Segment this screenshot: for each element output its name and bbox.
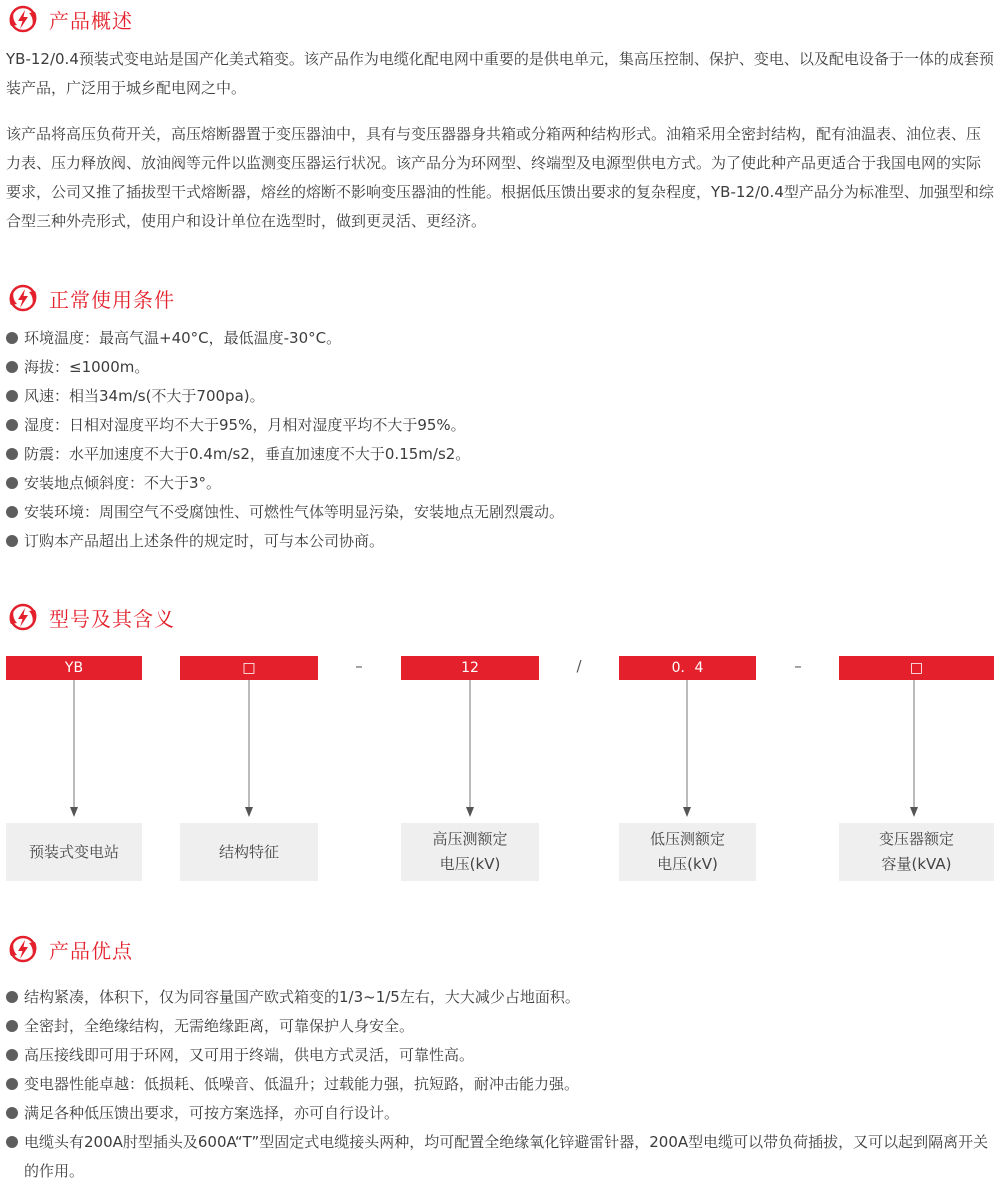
bullet-dot-icon	[6, 1049, 18, 1061]
advantages-list	[6, 983, 996, 1186]
model-code-box: 0．4	[619, 656, 756, 680]
overview-paragraph-2: 该产品将高压负荷开关，高压熔断器置于变压器油中，具有与变压器器身共箱或分箱两种结构形式。油箱采用全密封结构，配有油温表、油位表、压力表、压力释放阀、放油阀等元件以监测变压器运行状况。该产品分为环网型、终端型及电源型供电方式。为了使此种产品更适合于我国电网的实际要求，公司又推了插拔型干式熔断器，熔丝的熔断不影响变压器油的性能。根据低压馈出要求的复杂程度，YB-12/0.4型产品分为标准型、加强型和综合型三种外壳形式，使用户和设计单位在选型时，做到更灵活、更经济。	[6, 125, 994, 230]
list-item: 变电器性能卓越：低损耗、低噪音、低温升；过载能力强，抗短路，耐冲击能力强。	[6, 1070, 996, 1099]
list-item: 海拔：≤1000m。	[6, 353, 996, 382]
bullet-dot-icon	[6, 448, 18, 460]
bullet-dot-icon	[6, 1107, 18, 1119]
model-meaning-box: 预装式变电站	[6, 823, 142, 881]
list-item: 安装环境：周围空气不受腐蚀性、可燃性气体等明显污染，安装地点无剧烈震动。	[6, 498, 996, 527]
model-meaning-box: 低压测额定 电压(kV)	[619, 823, 756, 881]
arrow-down-icon	[682, 680, 692, 818]
model-code-box: 12	[401, 656, 539, 680]
section-conditions-header	[6, 281, 175, 315]
list-item: 订购本产品超出上述条件的规定时，可与本公司协商。	[6, 527, 996, 556]
bullet-dot-icon	[6, 1020, 18, 1032]
bullet-dot-icon	[6, 506, 18, 518]
model-code-box: □	[839, 656, 994, 680]
model-separator: –	[355, 657, 363, 675]
section-advantages-header	[6, 932, 133, 966]
arrow-down-icon	[69, 680, 79, 818]
list-item: 安装地点倾斜度：不大于3°。	[6, 469, 996, 498]
bullet-dot-icon	[6, 1078, 18, 1090]
model-meaning-box: 结构特征	[180, 823, 318, 881]
conditions-list	[6, 324, 996, 556]
model-code-box: □	[180, 656, 318, 680]
bullet-dot-icon	[6, 332, 18, 344]
list-item: 全密封，全绝缘结构，无需绝缘距离，可靠保护人身安全。	[6, 1012, 996, 1041]
leaf-lightning-icon	[6, 281, 40, 315]
arrow-down-icon	[909, 680, 919, 818]
section-title: 产品概述	[49, 8, 133, 33]
section-model-header	[6, 600, 175, 634]
bullet-dot-icon	[6, 477, 18, 489]
leaf-lightning-icon	[6, 932, 40, 966]
section-title: 型号及其含义	[49, 606, 175, 631]
list-item: 结构紧凑，体积下，仅为同容量国产欧式箱变的1/3~1/5左右，大大减少占地面积。	[6, 983, 996, 1012]
model-separator: –	[794, 657, 802, 675]
list-item: 风速：相当34m/s(不大于700pa)。	[6, 382, 996, 411]
bullet-dot-icon	[6, 361, 18, 373]
arrow-down-icon	[244, 680, 254, 818]
model-code-box: YB	[6, 656, 142, 680]
model-meaning-box: 变压器额定 容量(kVA)	[839, 823, 994, 881]
list-item: 湿度：日相对湿度平均不大于95%，月相对湿度平均不大于95%。	[6, 411, 996, 440]
list-item: 电缆头有200A肘型插头及600A“T”型固定式电缆接头两种，均可配置全绝缘氧化锌避雷针器，200A型电缆可以带负荷插拔，又可以起到隔离开关的作用。	[6, 1128, 996, 1186]
bullet-dot-icon	[6, 419, 18, 431]
model-meaning-box: 高压测额定 电压(kV)	[401, 823, 539, 881]
bullet-dot-icon	[6, 991, 18, 1003]
bullet-dot-icon	[6, 1136, 18, 1148]
list-item: 满足各种低压馈出要求，可按方案选择，亦可自行设计。	[6, 1099, 996, 1128]
list-item: 环境温度：最高气温+40°C，最低温度-30°C。	[6, 324, 996, 353]
overview-paragraph-1: YB-12/0.4预装式变电站是国产化美式箱变。该产品作为电缆化配电网中重要的是供电单元，集高压控制、保护、变电、以及配电设备于一体的成套预装产品，广泛用于城乡配电网之中。	[6, 50, 994, 97]
list-item: 防震：水平加速度不大于0.4m/s2，垂直加速度不大于0.15m/s2。	[6, 440, 996, 469]
leaf-lightning-icon	[6, 600, 40, 634]
list-item: 高压接线即可用于环网，又可用于终端，供电方式灵活，可靠性高。	[6, 1041, 996, 1070]
model-separator: /	[576, 657, 582, 675]
bullet-dot-icon	[6, 535, 18, 547]
section-title: 正常使用条件	[49, 287, 175, 312]
section-overview-header	[6, 2, 133, 36]
leaf-lightning-icon	[6, 2, 40, 36]
arrow-down-icon	[465, 680, 475, 818]
bullet-dot-icon	[6, 390, 18, 402]
section-title: 产品优点	[49, 938, 133, 963]
